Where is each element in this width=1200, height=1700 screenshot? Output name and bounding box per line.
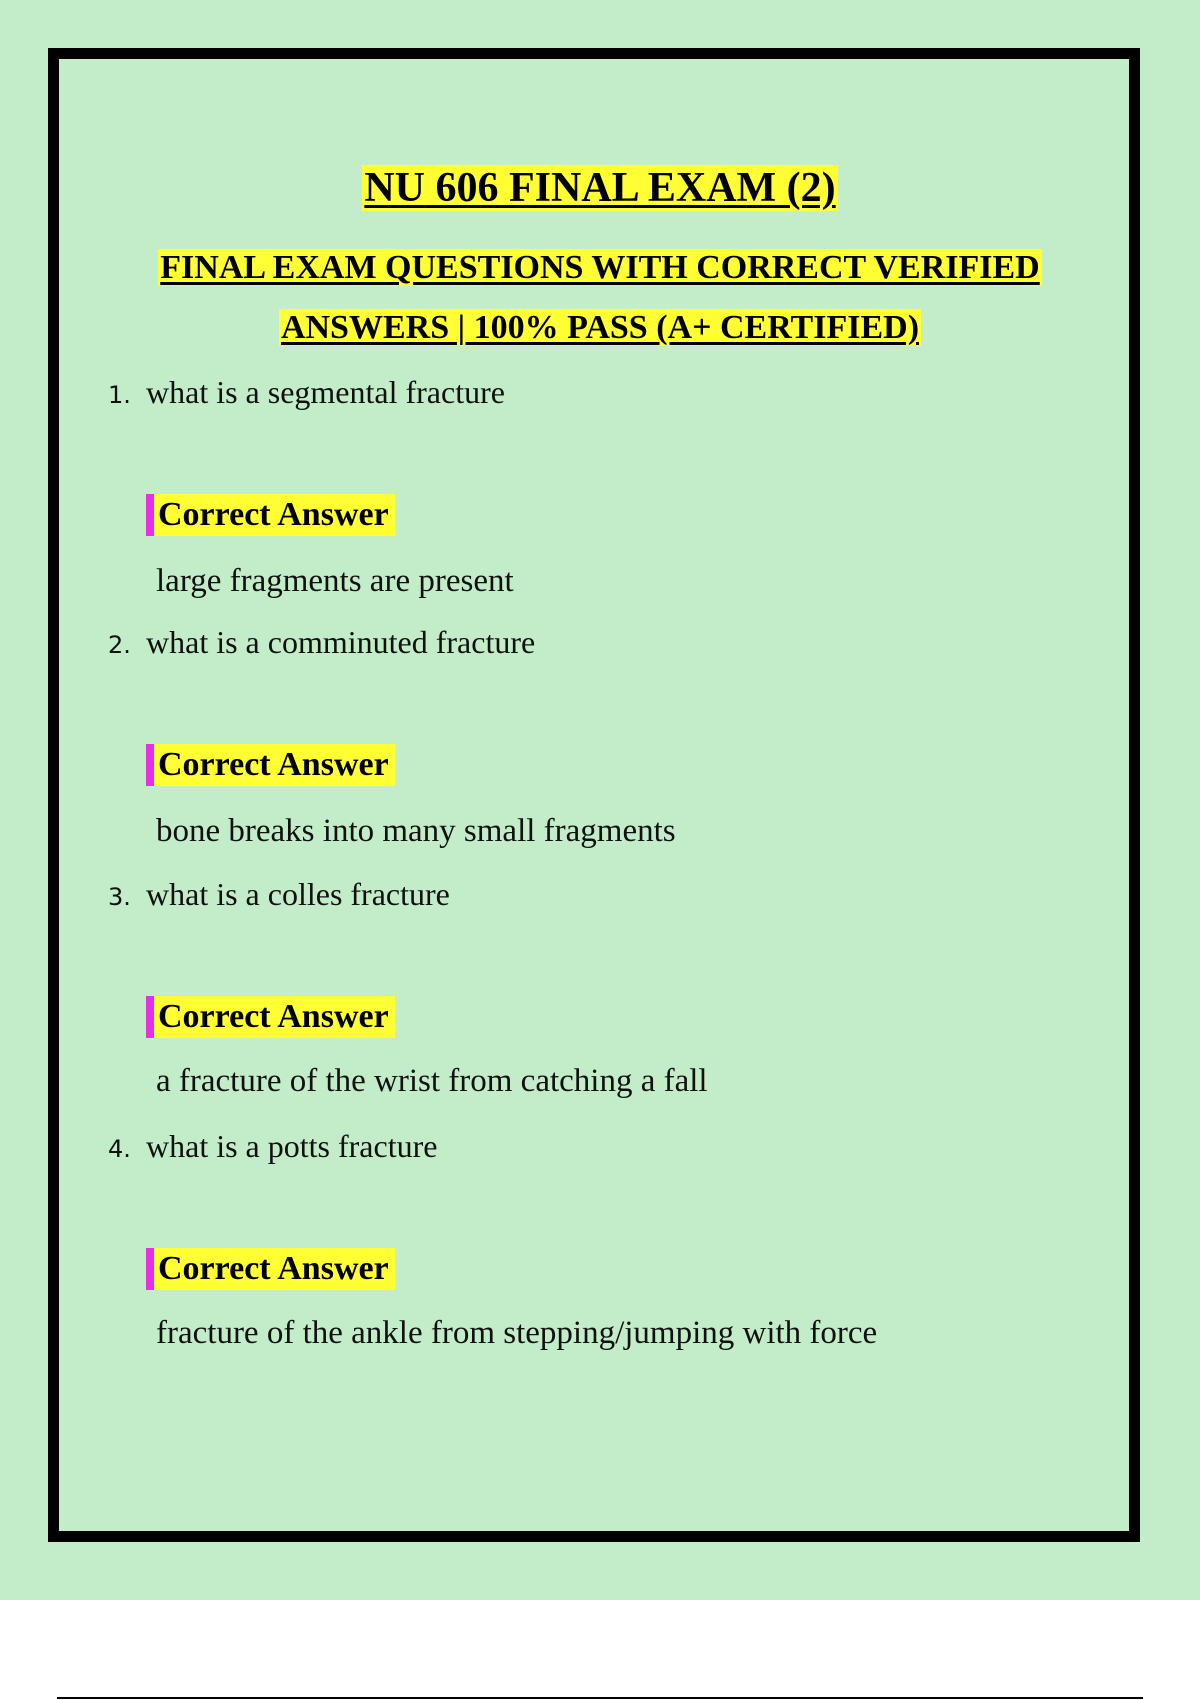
question-item bbox=[108, 372, 505, 415]
question-number: 4. bbox=[108, 1135, 131, 1163]
footer-divider bbox=[57, 1697, 1143, 1699]
answer-text: bone breaks into many small fragments bbox=[156, 813, 676, 849]
subtitle-line-2-text: ANSWERS | 100% PASS (A+ CERTIFIED) bbox=[280, 309, 920, 346]
answer-text: a fracture of the wrist from catching a fall bbox=[156, 1063, 708, 1099]
correct-answer-label: Correct Answer bbox=[146, 744, 395, 786]
correct-answer-label: Correct Answer bbox=[146, 494, 395, 536]
document-subtitle-line-2 bbox=[0, 306, 1200, 350]
document-title bbox=[0, 162, 1200, 214]
question-item bbox=[108, 622, 535, 665]
question-text: what is a comminuted fracture bbox=[146, 624, 536, 660]
question-text: what is a segmental fracture bbox=[146, 374, 505, 410]
question-text: what is a potts fracture bbox=[146, 1128, 438, 1164]
correct-answer-label: Correct Answer bbox=[146, 996, 395, 1038]
document-subtitle-line-1 bbox=[0, 246, 1200, 290]
question-number: 2. bbox=[108, 631, 131, 659]
answer-text: large fragments are present bbox=[156, 563, 514, 599]
question-number: 3. bbox=[108, 883, 131, 911]
title-text: NU 606 FINAL EXAM (2) bbox=[364, 165, 836, 211]
question-item bbox=[108, 1126, 437, 1169]
correct-answer-label: Correct Answer bbox=[146, 1248, 395, 1290]
subtitle-line-1-text: FINAL EXAM QUESTIONS WITH CORRECT VERIFIED bbox=[160, 249, 1040, 286]
answer-text: fracture of the ankle from stepping/jumping with force bbox=[156, 1315, 878, 1351]
question-number: 1. bbox=[108, 381, 131, 409]
question-item bbox=[108, 874, 450, 917]
question-text: what is a colles fracture bbox=[146, 876, 450, 912]
